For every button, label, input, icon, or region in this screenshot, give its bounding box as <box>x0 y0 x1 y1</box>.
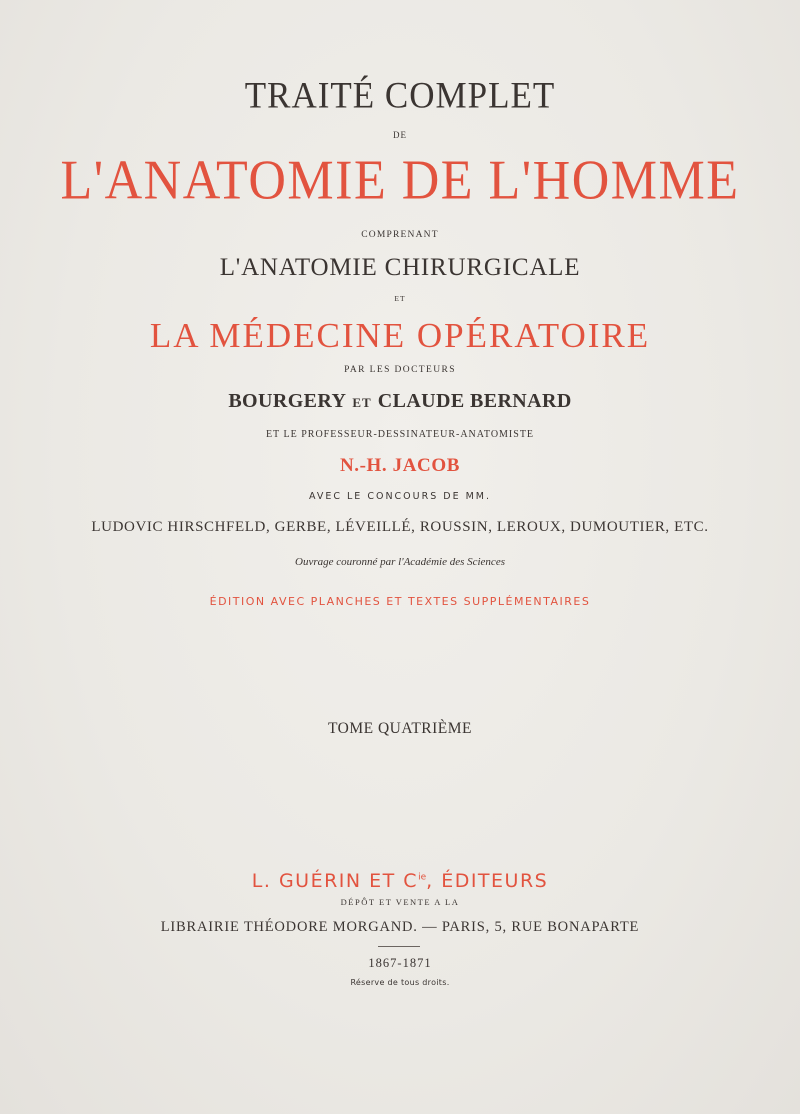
illustrator-name: N.-H. JACOB <box>339 455 461 476</box>
publisher-superscript: ie <box>418 872 427 883</box>
authors-line <box>0 391 800 411</box>
publisher-editeurs: , ÉDITEURS <box>426 870 549 892</box>
title-line-et: ET <box>394 294 406 303</box>
author-claude-bernard: CLAUDE BERNARD <box>377 390 572 412</box>
divider-rule <box>378 946 420 947</box>
author-bourgery: BOURGERY <box>228 390 347 412</box>
title-line-par-les-docteurs: PAR LES DOCTEURS <box>344 365 456 375</box>
publication-years: 1867-1871 <box>368 956 432 970</box>
rights-notice: Réserve de tous droits. <box>350 978 450 987</box>
librairie-line: LIBRAIRIE THÉODORE MORGAND. — PARIS, 5, RUE BONAPARTE <box>160 919 640 935</box>
title-line-comprenant: COMPRENANT <box>361 230 439 240</box>
main-title: L'ANATOMIE DE L'HOMME <box>60 149 740 212</box>
award-note: Ouvrage couronné par l'Académie des Sciences <box>295 556 505 568</box>
publisher-name: L. GUÉRIN ET C <box>251 870 419 892</box>
edition-note: ÉDITION AVEC PLANCHES ET TEXTES SUPPLÉMENTAIRES <box>209 595 591 608</box>
title-line-de: DE <box>393 130 407 140</box>
title-line-avec-le-concours: AVEC LE CONCOURS DE MM. <box>308 491 492 502</box>
subtitle-medecine-operatoire: LA MÉDECINE OPÉRATOIRE <box>149 316 651 355</box>
authors-conjunction: ET <box>352 395 372 410</box>
title-line-professeur: ET LE PROFESSEUR-DESSINATEUR-ANATOMISTE <box>265 429 535 440</box>
subtitle-anatomie-chirurgicale: L'ANATOMIE CHIRURGICALE <box>219 254 581 281</box>
publisher-line <box>0 872 800 891</box>
depot-line: DÉPÔT ET VENTE A LA <box>340 897 460 907</box>
title-line-traite-complet: TRAITÉ COMPLET <box>244 75 556 116</box>
volume-label: TOME QUATRIÈME <box>327 720 473 737</box>
contributors-line: LUDOVIC HIRSCHFELD, GERBE, LÉVEILLÉ, ROUSSIN, LEROUX, DUMOUTIER, ETC. <box>91 519 709 535</box>
